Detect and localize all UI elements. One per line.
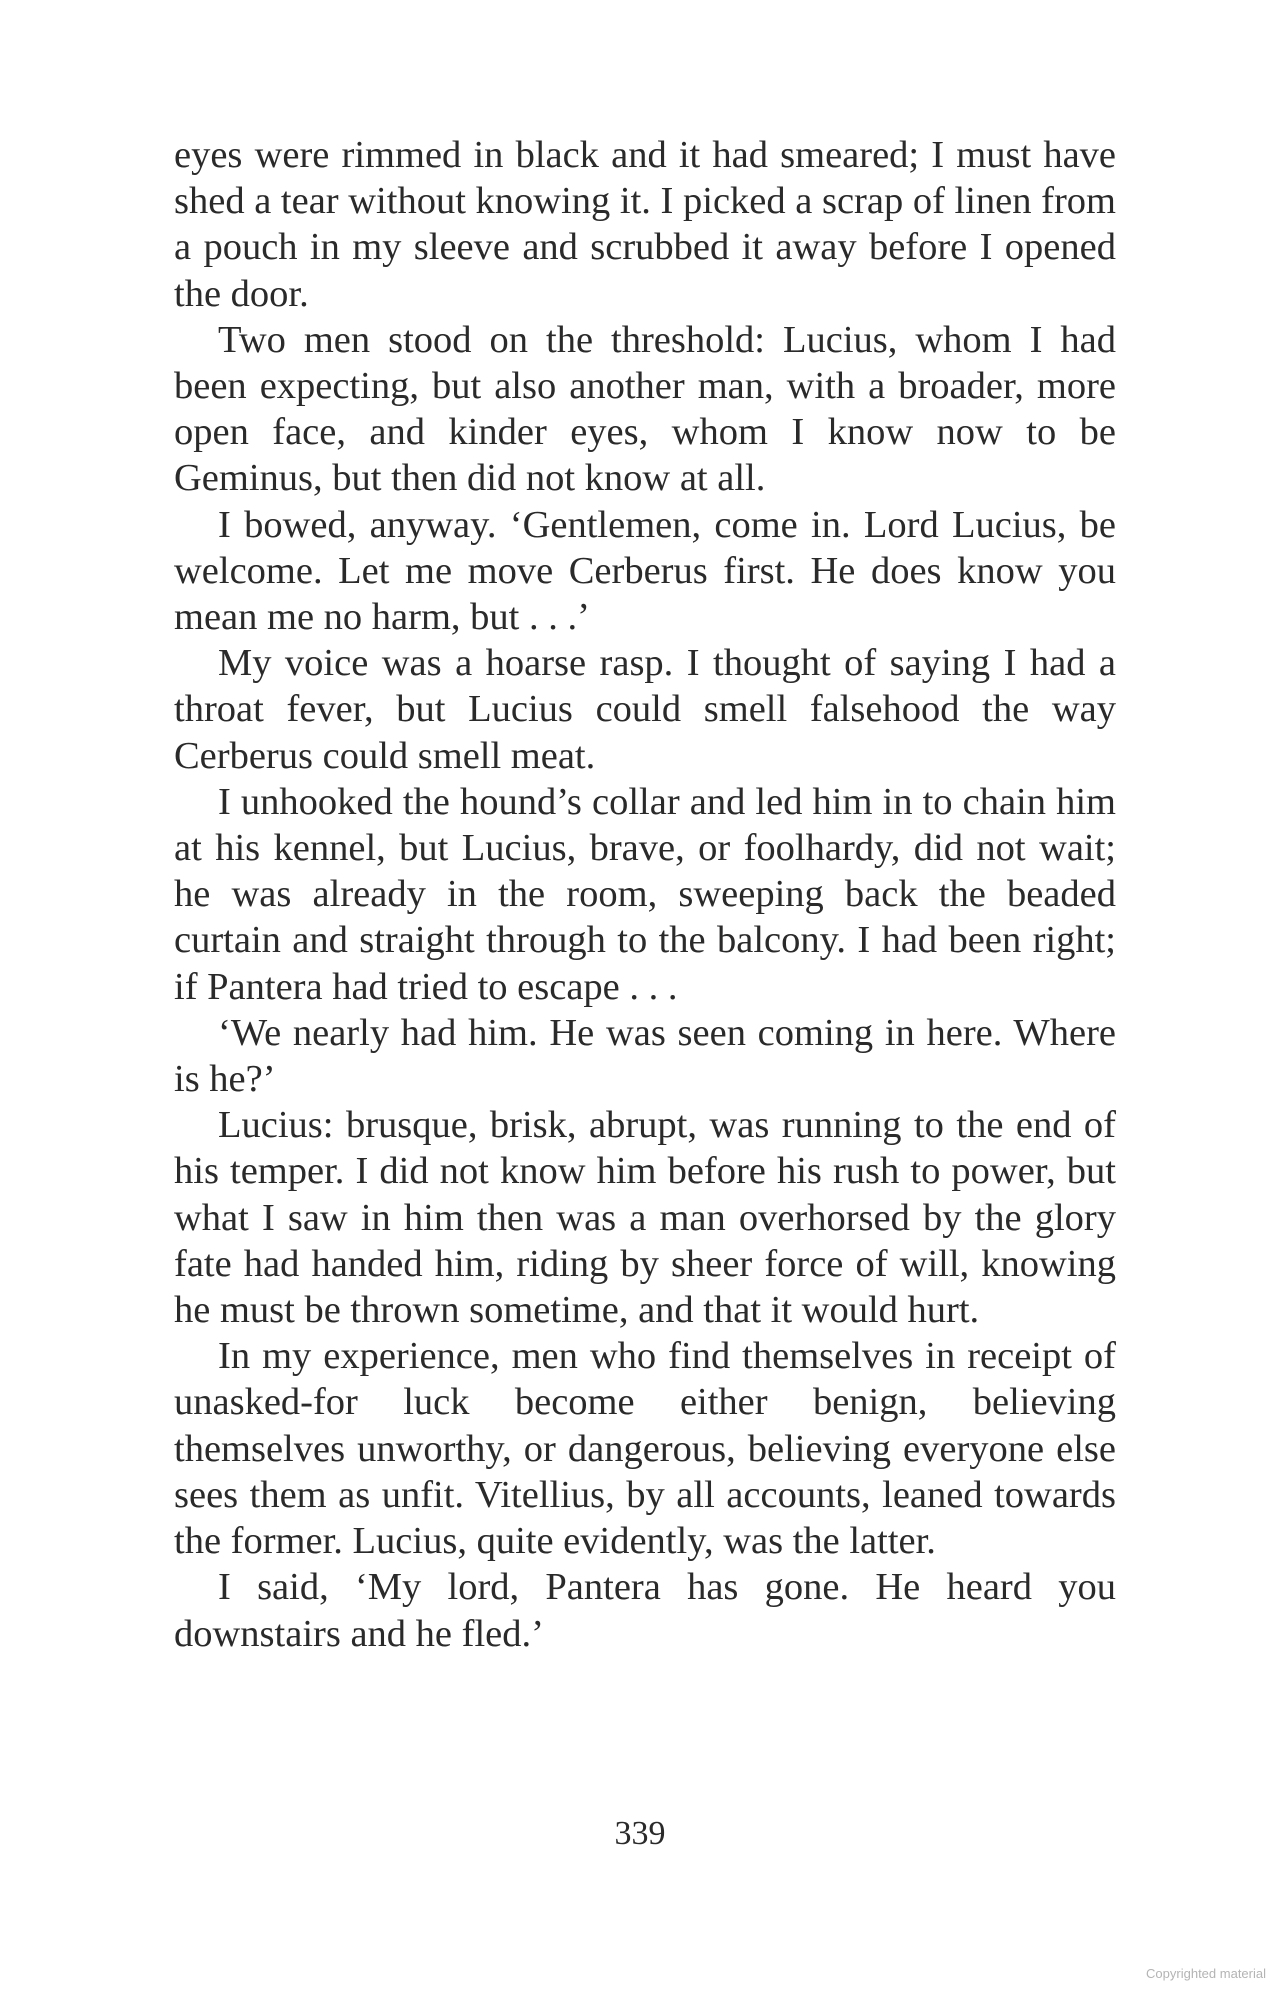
paragraph-continued: eyes were rimmed in black and it had smeared; I must have shed a tear without knowing it. I picked a scrap of linen from a pouch in my sleeve and scrubbed it away before I opened the door. [174,134,1116,315]
copyright-watermark: Copyrighted material [1146,1966,1266,1981]
paragraph: ‘We nearly had him. He was seen coming in here. Where is he?’ [174,1011,1116,1101]
page-number: 339 [614,1815,666,1852]
body-text [174,132,1116,1657]
paragraph: Lucius: brusque, brisk, abrupt, was running to the end of his temper. I did not know him before his rush to power, but what I saw in him then was a man overhorsed by the glory fate had handed him, riding by sheer force of will, knowing he must be thrown sometime, and that it would hurt. [174,1104,1116,1332]
paragraph: In my experience, men who find themselves in receipt of unasked-for luck become either benign, believing themselves unworthy, or dangerous, believing everyone else sees them as unfit. Vitellius, by all accounts, leaned towards the former. Lucius, quite evidently, was the latter. [174,1335,1116,1563]
paragraph: Two men stood on the threshold: Lucius, whom I had been expecting, but also another man, with a broader, more open face, and kinder eyes, whom I know now to be Geminus, but then did not know at all. [174,318,1116,500]
paragraph: I said, ‘My lord, Pantera has gone. He heard you downstairs and he fled.’ [174,1566,1116,1655]
paragraph: My voice was a hoarse rasp. I thought of saying I had a throat fever, but Lucius could smell falsehood the way Cerberus could smell meat. [174,642,1116,777]
paragraph: I unhooked the hound’s collar and led him in to chain him at his kennel, but Lucius, brave, or foolhardy, did not wait; he was already in the room, sweeping back the beaded curtain and straight through to the balcony. I had been right; if Pantera had tried to escape . . . [174,780,1116,1008]
paragraph: I bowed, anyway. ‘Gentlemen, come in. Lord Lucius, be welcome. Let me move Cerberus first. He does know you mean me no harm, but . . .’ [174,503,1116,639]
